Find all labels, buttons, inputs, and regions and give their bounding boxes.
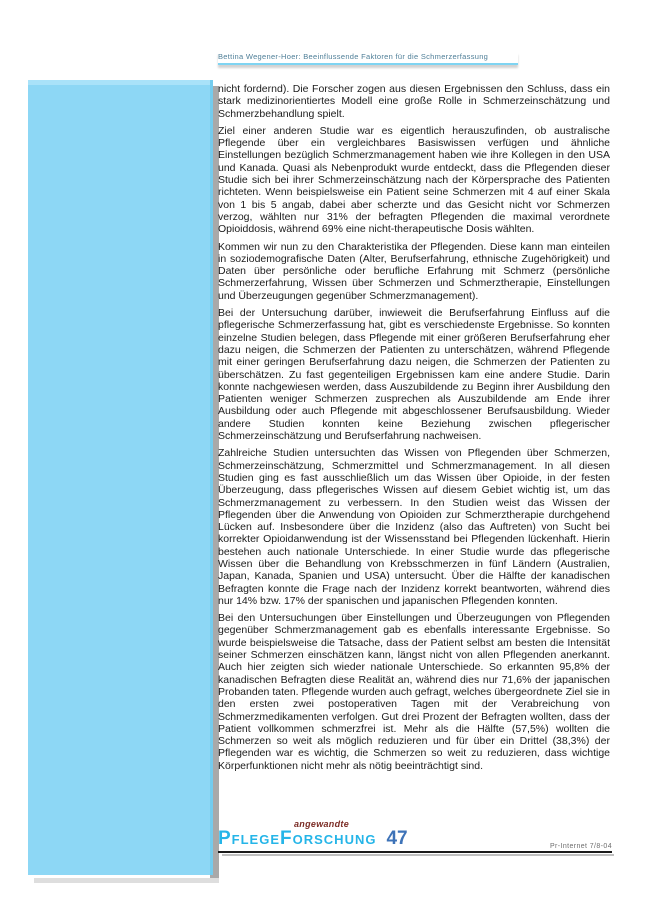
paragraph: Bei den Untersuchungen über Einstellungen und Überzeugungen von Pflegenden gegenüber Schmerzmanagement gab es ebenfalls interessante Ergebnisse. So wurde beispielsweise die Tatsache, dass der Patient selbst am besten die Intensität seiner Schmerzen einschätzen kann, längst nicht von allen Pflegenden anerkannt. Auch hier zeigten sich wieder nationale Unterschiede. So erkannten 95,8% der kanadischen Befragten diese Realität an, während dies nur 71,6% der japanischen Probanden taten. Pflegende wurden auch gefragt, welches übergeordnete Ziel sie in den ersten zwei postoperativen Tagen mit der Verabreichung von Schmerzmedikamenten verfolgen. Gut drei Prozent der Befragten wollten, dass der Patient vollkommen schmerzfrei ist. Mehr als die Hälfte (57,5%) wollten die Schmerzen so weit als möglich reduzieren und für über ein Drittel (38,3%) der Pflegenden war es wichtig, die Schmerzen so weit zu reduzieren, dass wichtige Körperfunktionen nicht mehr als nötig beeinträchtigt sind.: [218, 612, 610, 772]
footer-rule: [218, 851, 612, 853]
paragraph: nicht fordernd). Die Forscher zogen aus diesen Ergebnissen den Schluss, dass ein stark medizinorientiertes Modell eine große Rolle in Schmerzeinschätzung und Schmerzbehandlung spielt.: [218, 83, 610, 120]
decorative-color-panel: [28, 80, 213, 875]
journal-logo: [218, 820, 408, 848]
paragraph: Kommen wir nun zu den Charakteristika der Pflegenden. Diese kann man einteilen in soziodemografische Daten (Alter, Berufserfahrung, ethnische Zugehörigkeit) und Daten über persönliche oder berufliche Erfahrung mit Schmerz (persönliche Schmerzerfahrung, Wissen über Schmerzen und Schmerztherapie, Einstellungen und Überzeugungen gegenüber Schmerzmanagement).: [218, 240, 610, 302]
paragraph: Zahlreiche Studien untersuchten das Wissen von Pflegenden über Schmerzen, Schmerzeinschätzung, Schmerzmittel und Schmerzmanagement. In all diesen Studien ging es fast ausschließlich um das Wissen über Opioide, in der festen Überzeugung, dass pflegerisches Wissen auf diesem Gebiet wichtig ist, um das Schmerzmanagement zu verbessern. In den Studien weist das Wissen der Pflegenden über die Anwendung von Opioiden zur Schmerztherapie durchgehend Lücken auf. Insbesondere über die Inzidenz (also das Auftreten) von Sucht bei korrekter Opioidanwendung ist der Wissensstand bei Pflegenden lückenhaft. Hierin bestehen auch nationale Unterschiede. In einer Studie wurde das pflegerische Wissen über die Behandlung von Krebsschmerzen in fünf Ländern (Australien, Japan, Kanada, Spanien und USA) untersucht. Über die Hälfte der kanadischen Befragten konnte die Frage nach der Inzidenz korrekt beantworten, während dies nur 14% bzw. 17% der spanischen und japanischen Pflegenden konnten.: [218, 447, 610, 607]
panel-shadow-bottom: [34, 878, 219, 883]
journal-tagline: angewandte: [294, 819, 350, 829]
article-body: [218, 83, 610, 777]
paragraph: Bei der Untersuchung darüber, inwieweit die Berufserfahrung Einfluss auf die pflegerische Schmerzerfassung hat, gibt es verschiedenste Ergebnisse. So konnten einzelne Studien belegen, dass Pflegende mit einer größeren Berufserfahrung eher dazu neigen, die Schmerzen der Patienten zu unterschätzen, während Pflegende mit einer geringen Berufserfahrung dazu neigen, die Schmerzen der Patienten zu überschätzen. Zu fast gegenteiligen Ergebnissen kam eine andere Studie. Darin konnte nachgewiesen werden, dass Auszubildende zu Beginn ihrer Ausbildung den Patienten weniger Schmerzen zusprechen als Auszubildende am Ende ihrer Ausbildung oder auch Pflegende mit abgeschlossener Berufsausbildung. Wieder andere Studien konnten keine Beziehung zwischen pflegerischer Schmerzeinschätzung und Berufserfahrung nachweisen.: [218, 307, 610, 443]
running-header: Bettina Wegener-Hoer: Beeinflussende Faktoren für die Schmerzerfassung: [218, 52, 518, 65]
issue-label: Pr-Internet 7/8-04: [549, 843, 612, 850]
journal-name-part1: Pflege: [218, 828, 281, 849]
page-footer: [218, 820, 612, 860]
page-number: 47: [386, 828, 408, 849]
footer-rule-shadow: [222, 854, 614, 856]
paragraph: Ziel einer anderen Studie war es eigentlich herauszufinden, ob australische Pflegende über ein vergleichbares Basiswissen verfügen und ähnliche Einstellungen bezüglich Schmerzmanagement haben wie ihre Kollegen in den USA und Kanada. Quasi als Nebenprodukt wurde entdeckt, dass die Pflegenden dieser Studie sich bei ihrer Schmerzeinschätzung nach der Körpersprache des Patienten richteten. Wenn beispielsweise ein Patient seine Schmerzen mit 4 auf einer Skala von 1 bis 5 angab, dabei aber scherzte und das Gesicht nicht vor Schmerzen verzog, wählten nur 31% der befragten Pflegenden die maximal verordnete Opioiddosis, während 69% eine nicht-therapeutische Dosis wählten.: [218, 124, 610, 236]
journal-name-part2: Forschung: [280, 828, 377, 849]
